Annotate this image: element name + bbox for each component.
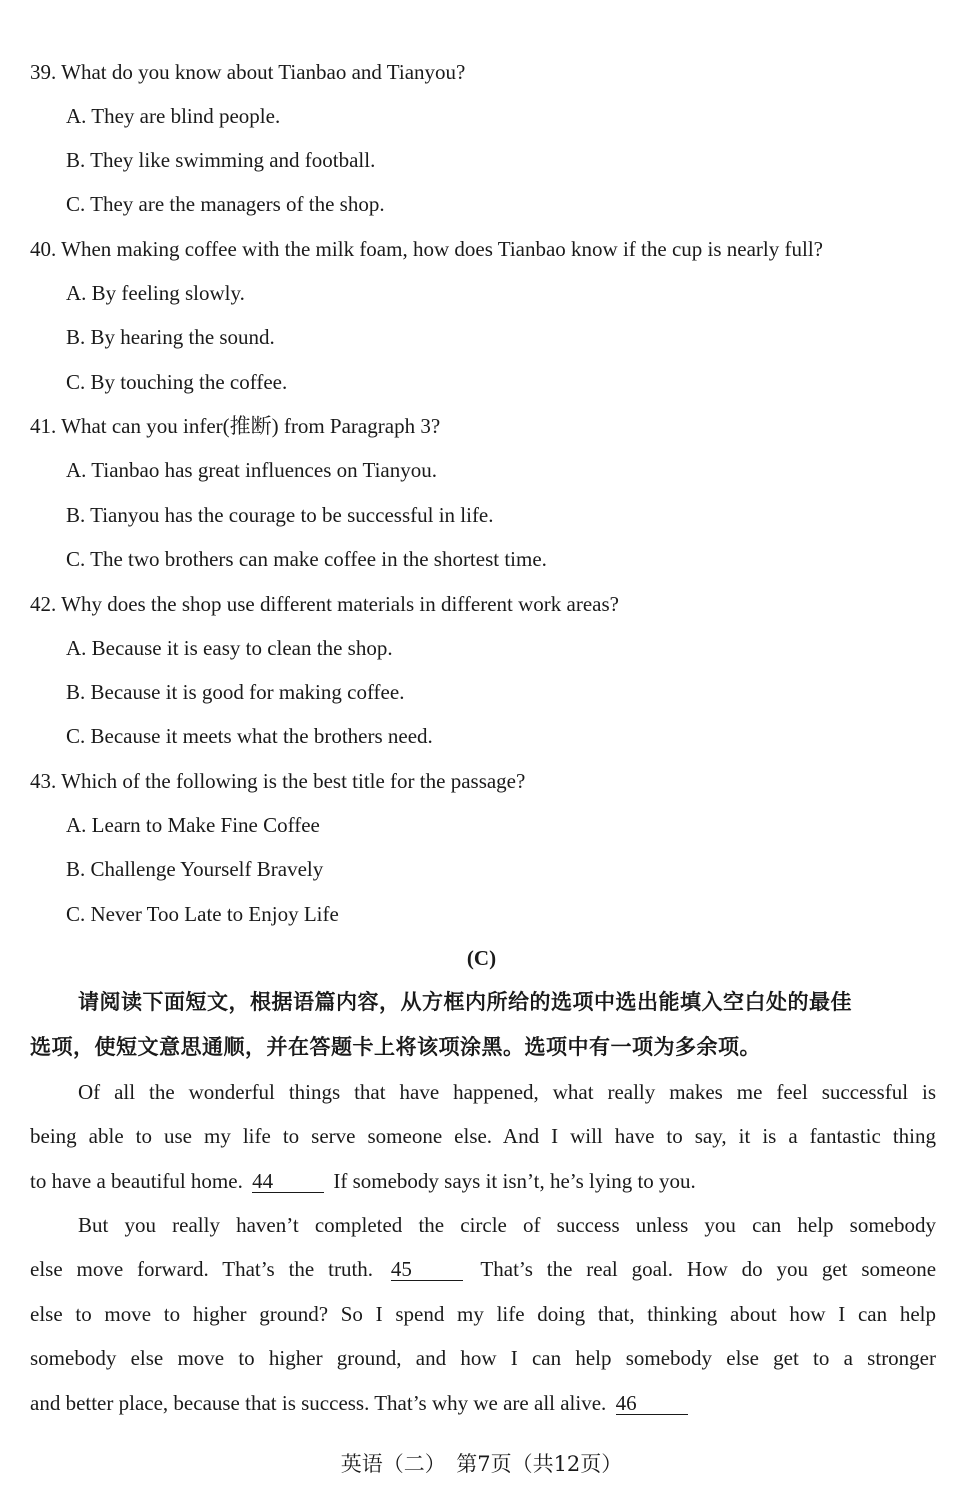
question-39-option-b: B. They like swimming and football. (66, 148, 376, 172)
question-41-option-c: C. The two brothers can make coffee in the shortest time. (66, 547, 547, 571)
passage-text: to have a beautiful home. (30, 1169, 243, 1193)
question-42-option-b: B. Because it is good for making coffee. (66, 680, 405, 704)
question-42-stem: 42. Why does the shop use different materials in different work areas? (30, 592, 619, 616)
passage-line: else to move to higher ground? So I spend my life doing that, thinking about how I can help (30, 1302, 936, 1326)
question-43-stem: 43. Which of the following is the best title for the passage? (30, 769, 526, 793)
question-40-stem: 40. When making coffee with the milk foam, how does Tianbao know if the cup is nearly full? (30, 237, 823, 261)
question-39-option-a: A. They are blind people. (66, 104, 281, 128)
passage-line: being able to use my life to serve someone else. And I will have to say, it is a fantastic thing (30, 1124, 936, 1148)
question-39-stem: 39. What do you know about Tianbao and Tianyou? (30, 60, 466, 84)
question-43-option-a: A. Learn to Make Fine Coffee (66, 813, 320, 837)
passage-text: else move forward. That’s the truth. (30, 1257, 374, 1281)
passage-text: That’s the real goal. How do you get someone (480, 1257, 937, 1281)
question-39-option-c: C. They are the managers of the shop. (66, 192, 385, 216)
passage-line: But you really haven’t completed the circle of success unless you can help somebody (78, 1213, 936, 1237)
passage-text: If somebody says it isn’t, he’s lying to you. (333, 1169, 696, 1193)
question-41-option-a: A. Tianbao has great influences on Tianyou. (66, 458, 437, 482)
section-c-instruction-line-1: 请阅读下面短文，根据语篇内容，从方框内所给的选项中选出能填入空白处的最佳 (78, 990, 852, 1014)
section-c-instruction-line-2: 选项，使短文意思通顺，并在答题卡上将该项涂黑。选项中有一项为多余项。 (30, 1035, 761, 1059)
passage-line (30, 1255, 936, 1283)
question-43-option-b: B. Challenge Yourself Bravely (66, 857, 324, 881)
passage-text: and better place, because that is success. That’s why we are all alive. (30, 1391, 607, 1415)
passage-line (30, 1389, 936, 1417)
question-43-option-c: C. Never Too Late to Enjoy Life (66, 902, 339, 926)
blank-45: 45 (391, 1258, 463, 1281)
passage-line (30, 1167, 936, 1195)
question-41-option-b: B. Tianyou has the courage to be successful in life. (66, 503, 494, 527)
blank-46: 46 (616, 1392, 688, 1415)
question-40-option-a: A. By feeling slowly. (66, 281, 245, 305)
section-c-heading: (C) (466, 946, 497, 970)
blank-44: 44 (252, 1170, 324, 1193)
passage-line: Of all the wonderful things that have happened, what really makes me feel successful is (78, 1080, 936, 1104)
question-42-option-a: A. Because it is easy to clean the shop. (66, 636, 393, 660)
question-40-option-b: B. By hearing the sound. (66, 325, 275, 349)
question-41-stem: 41. What can you infer(推断) from Paragraph 3? (30, 414, 441, 438)
page-footer: 英语（二） 第7页（共12页） (340, 1452, 623, 1476)
passage-line: somebody else move to higher ground, and how I can help somebody else get to a stronger (30, 1346, 936, 1370)
question-40-option-c: C. By touching the coffee. (66, 370, 288, 394)
question-42-option-c: C. Because it meets what the brothers need. (66, 724, 433, 748)
